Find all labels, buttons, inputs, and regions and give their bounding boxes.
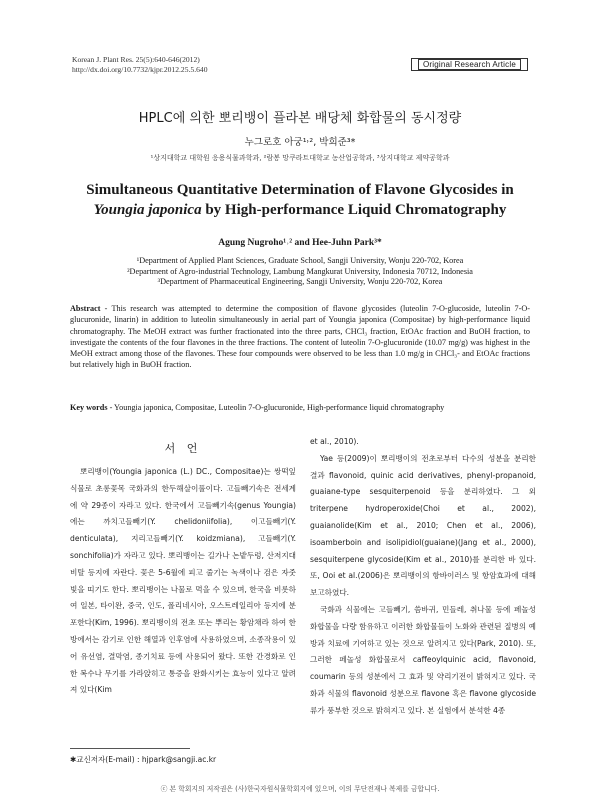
body-paragraph: 뽀리뱅이(Youngia japonica (L.) DC., Compositae)는 쌍떡잎식물로 초롱꽃목 국화과의 한두해살이풀이다. 고들빼기속은 전세계에 약 29종이 자라고 있다. 한국에서 고들빼기속(genus Youngia)에는 까치고들빼기(Y. chelidoniifolia), 이고들빼기(Y. denticulata), 지리고들빼기(Y. koidzmiana), 고들빼기(Y. sonchifolia)가 자라고 있다. 뽀리뱅이는 길가나 논밭두렁, 산저지대 비탈 등지에 자란다. 꽃은 5-6월에 피고 줄기는 녹색이나 검은 자줏빛을 띠기도 한다. 뽀리뱅이는 나물로 먹을 수 있으며, 한국을 비롯하여 일본, 타이완, 중국, 인도, 폴리네시아, 오스트레일리아 등지에 분포한다(Kim, 1996). 뽀리뱅이의 전초 또는 뿌리는 황암채라 하여 한방에서는 감기로 인한 해열과 인후염에 사용하였으며, 소종작용이 있어 유선염, 결막염, 종기치료 등에 사용되어 왔다. 또한 간경화로 인한 복수나 무기를 가라앉히고 통증을 완화시키는 효능이 있다고 알려져 있다(Kim: [70, 467, 296, 695]
article-type-label: Original Research Article: [418, 59, 521, 70]
abstract-label: Abstract: [70, 304, 101, 313]
english-title-line2: [40, 200, 560, 220]
keywords-text: - Youngia japonica, Compositae, Luteolin 7-O-glucuronide, High-performance liquid chromatography: [107, 403, 445, 412]
corresponding-author-footnote: ✱교신저자(E-mail) : hjpark@sangji.ac.kr: [70, 755, 217, 764]
affiliation-1: ¹Department of Applied Plant Sciences, Graduate School, Sangji University, Wonju 220-702, Korea: [136, 256, 464, 265]
body-paragraph: Yae 등(2009)이 뽀리뱅이의 전초로부터 다수의 성분을 분리한 결과 flavonoid, quinic acid derivatives, phenyl-propanoid, guaiane-type sesquiterpenoid 등을 분리하였다. 그 외 triterpene hydroperoxide(Choi et al., 2002), guaianolide(Kim et al., 2010; Chen et al., 2006), isoamberboin and isolipidiol(guaiane)(Jang et al., 2000), sesquiterpene glycoside(Kim et al., 2010)를 분리한 바 있다. 또, Ooi et al.(2006)은 뽀리뱅이의 항바이러스 및 항암효과에 대해 보고하였다.: [310, 453, 536, 598]
english-authors: Agung Nugroho¹˒² and Hee-Juhn Park³*: [218, 238, 382, 248]
abstract: [70, 303, 530, 371]
affiliation-3: ³Department of Pharmaceutical Engineering, Sangji University, Wonju 220-702, Korea: [157, 277, 443, 286]
footnote-divider: [70, 748, 190, 749]
affiliation-2: ²Department of Agro-industrial Technology, Lambung Mangkurat University, Indonesia 70712, Indonesia: [127, 266, 473, 276]
journal-citation: [72, 55, 208, 75]
body-paragraph: 국화과 식물에는 고들빼기, 씀바귀, 민들레, 취나물 등에 페놀성 화합물을 다량 함유하고 이러한 화합물들이 노화와 관련된 질병의 예방과 치료에 기여하고 있는 것으로 알려지고 있다(Park, 2010). 또, 그러한 페놀성 화합물로서 caffeoylquinic acid, flavonoid, coumarin 등의 성분에서 그 효과 및 약리기전이 밝혀지고 있다. 국화과 식물의 flavonoid 성분으로 flavone 혹은 flavone glycoside류가 풍부한 것으로 밝혀지고 있다. 본 실험에서 분석한 4종: [310, 604, 536, 715]
copyright-notice: ⓒ 본 학회지의 저작권은 (사)한국자원식물학회지에 있으며, 이의 무단전재나 복제를 금합니다.: [160, 785, 440, 793]
article-type-badge: [411, 58, 528, 71]
keywords-label: Key words: [70, 403, 108, 412]
english-title-line2-rest: by High-performance Liquid Chromatography: [201, 202, 507, 218]
keywords: [70, 403, 540, 412]
korean-title: HPLC에 의한 뽀리뱅이 플라본 배당체 화합물의 동시정량: [138, 111, 462, 126]
section-title-introduction: 서 언: [164, 442, 202, 455]
journal-issue: Korean J. Plant Res. 25(5):640-646(2012): [72, 55, 200, 64]
korean-authors: 누그로호 아궁¹˒², 박희준³*: [244, 137, 356, 148]
species-name: Youngia japonica: [93, 202, 202, 218]
doi-link[interactable]: http://dx.doi.org/10.7732/kjpr.2012.25.5.640: [72, 65, 208, 74]
english-affiliations: [0, 256, 600, 288]
body-paragraph-continued: et al., 2010).: [310, 437, 359, 446]
korean-affiliations: ¹상지대학교 대학원 응용식물과학과, ²람봉 망쿠라트대학교 농산업공학과, ³상지대학교 제약공학과: [150, 154, 450, 162]
english-title-line1: Simultaneous Quantitative Determination of Flavone Glycosides in: [86, 182, 514, 198]
body-right-column: [310, 434, 536, 720]
english-title: [40, 180, 560, 220]
body-left-column: [70, 464, 296, 699]
abstract-text: - This research was attempted to determine the composition of flavone glycosides (luteolin 7-O-glucoside, luteolin 7-O-glucuronide, linarin) in addition to luteolin simultaneously in aerial part of Youngia japonica (Compositae) by high-performance liquid chromatography. The MeOH extract was further fractionated into the three parts, CHCl₃ fraction, EtOAc fraction and BuOH fraction, to investigate the contents of the four flavones in the three fractions. The content of luteolin 7-O-glucuronide (10.07 mg/g) was highest in the MeOH extract among those of the flavones. These four compounds were observed to be less than 1.0 mg/g in CHCl₃- and EtOAc fractions but relatively high in BuOH fraction.: [70, 304, 530, 370]
